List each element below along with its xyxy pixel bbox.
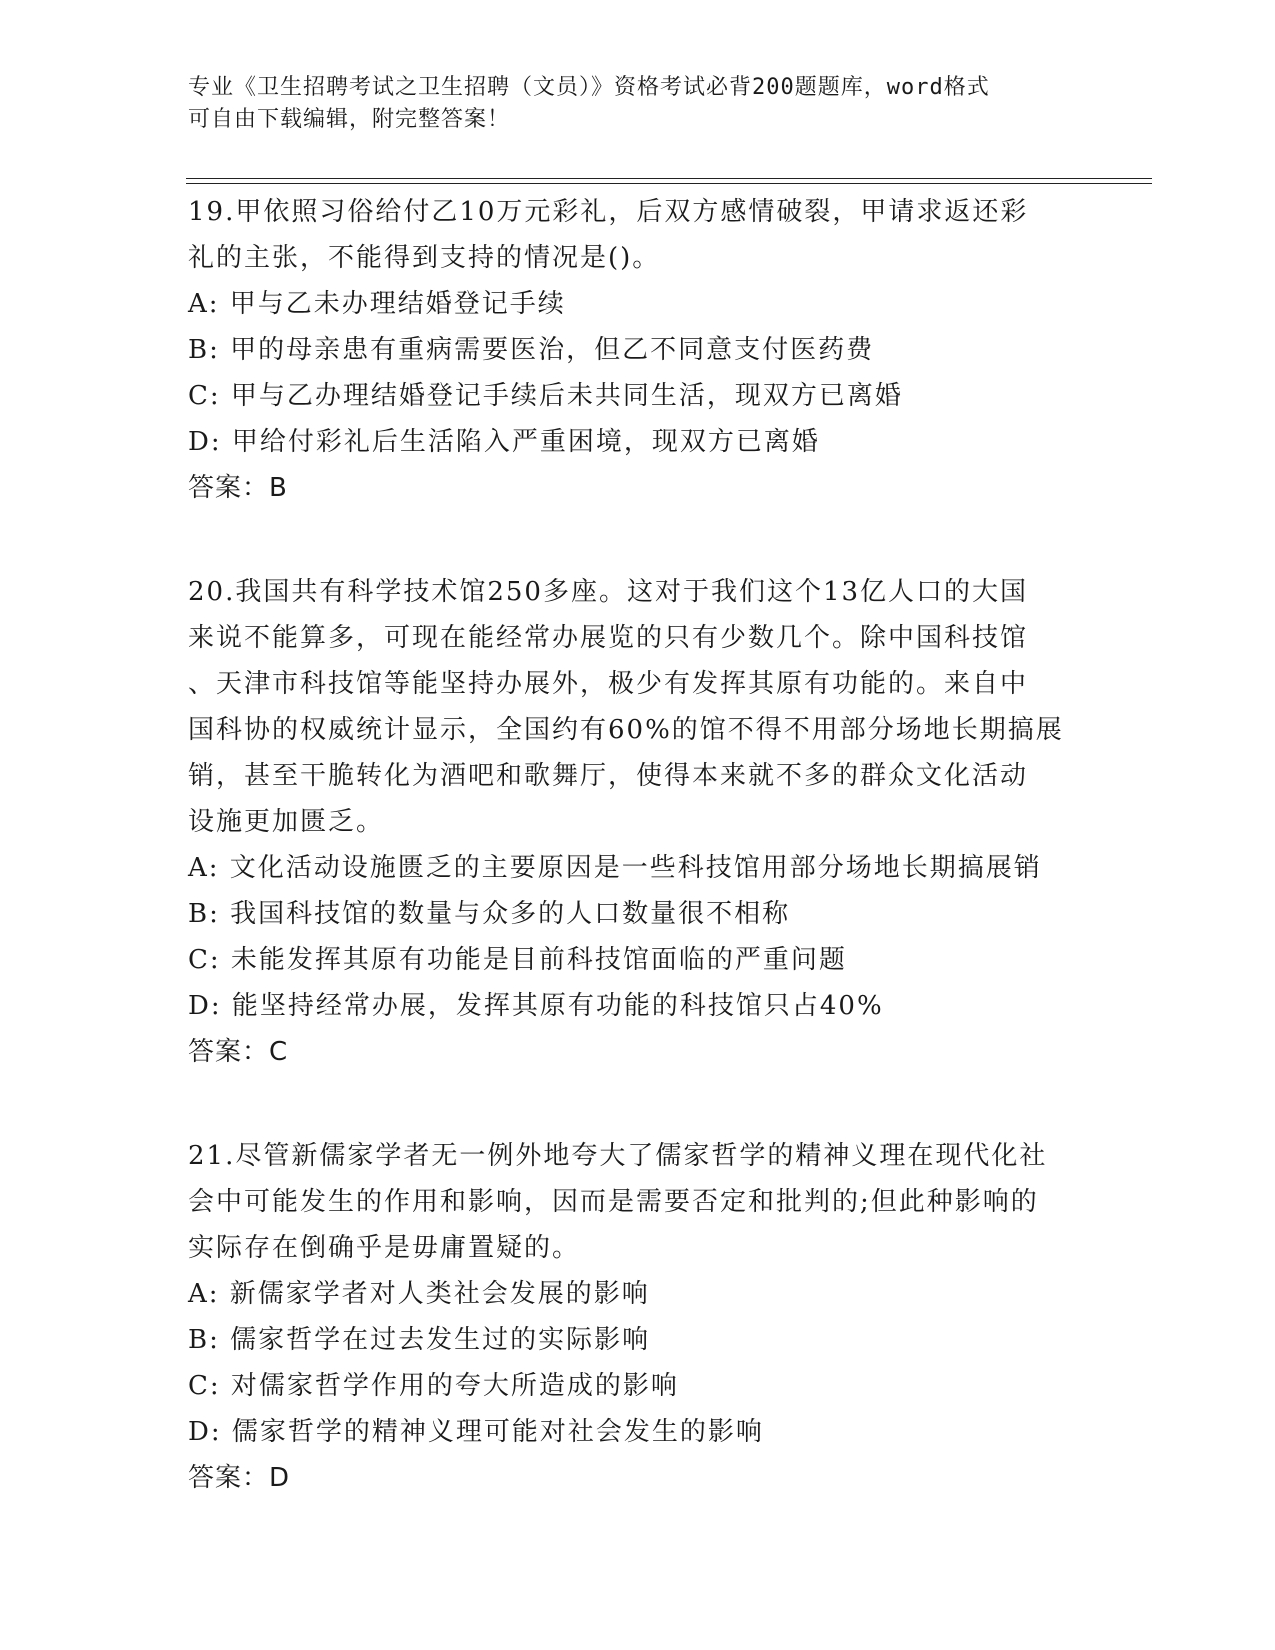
option-c: C: 对儒家哲学作用的夸大所造成的影响 bbox=[188, 1371, 679, 1401]
question-text-line: 销，甚至干脆转化为酒吧和歌舞厅，使得本来就不多的群众文化活动 bbox=[188, 761, 1029, 791]
option-c: C: 未能发挥其原有功能是目前科技馆面临的严重问题 bbox=[188, 945, 847, 975]
question-text-line: 实际存在倒确乎是毋庸置疑的。 bbox=[188, 1233, 581, 1263]
document-header bbox=[188, 72, 1088, 136]
question-20 bbox=[188, 569, 1088, 1075]
question-list bbox=[188, 189, 1088, 1501]
question-text-line: 、天津市科技馆等能坚持办展外，极少有发挥其原有功能的。来自中 bbox=[188, 669, 1029, 699]
option-a: A: 文化活动设施匮乏的主要原因是一些科技馆用部分场地长期搞展销 bbox=[188, 853, 1042, 883]
question-text-line: 设施更加匮乏。 bbox=[188, 807, 385, 837]
question-21 bbox=[188, 1133, 1088, 1501]
option-d: D: 能坚持经常办展，发挥其原有功能的科技馆只占40% bbox=[188, 991, 884, 1021]
question-19 bbox=[188, 189, 1088, 511]
header-divider-top bbox=[186, 178, 1152, 179]
answer: 答案：D bbox=[188, 1463, 291, 1493]
question-text-line: 来说不能算多，可现在能经常办展览的只有少数几个。除中国科技馆 bbox=[188, 623, 1029, 653]
question-text-line: 礼的主张，不能得到支持的情况是()。 bbox=[188, 243, 661, 273]
option-b: B: 我国科技馆的数量与众多的人口数量很不相称 bbox=[188, 899, 791, 929]
option-a: A: 甲与乙未办理结婚登记手续 bbox=[188, 289, 566, 319]
option-a: A: 新儒家学者对人类社会发展的影响 bbox=[188, 1279, 650, 1309]
header-line-2: 可自由下载编辑，附完整答案！ bbox=[188, 107, 511, 132]
question-text-line: 21.尽管新儒家学者无一例外地夸大了儒家哲学的精神义理在现代化社 bbox=[188, 1141, 1048, 1171]
option-c: C: 甲与乙办理结婚登记手续后未共同生活，现双方已离婚 bbox=[188, 381, 903, 411]
question-text-line: 会中可能发生的作用和影响，因而是需要否定和批判的;但此种影响的 bbox=[188, 1187, 1039, 1217]
spacer bbox=[188, 511, 1088, 569]
question-text-line: 20.我国共有科学技术馆250多座。这对于我们这个13亿人口的大国 bbox=[188, 577, 1029, 607]
option-d: D: 甲给付彩礼后生活陷入严重困境，现双方已离婚 bbox=[188, 427, 820, 457]
header-line-1: 专业《卫生招聘考试之卫生招聘（文员）》资格考试必背200题题库，word格式 bbox=[188, 75, 990, 100]
question-text-line: 19.甲依照习俗给付乙10万元彩礼，后双方感情破裂，甲请求返还彩 bbox=[188, 197, 1029, 227]
question-text-line: 国科协的权威统计显示，全国约有60%的馆不得不用部分场地长期搞展 bbox=[188, 715, 1064, 745]
answer: 答案：B bbox=[188, 473, 288, 503]
option-d: D: 儒家哲学的精神义理可能对社会发生的影响 bbox=[188, 1417, 764, 1447]
header-divider-bottom bbox=[186, 183, 1152, 184]
option-b: B: 儒家哲学在过去发生过的实际影响 bbox=[188, 1325, 651, 1355]
spacer bbox=[188, 1075, 1088, 1133]
option-b: B: 甲的母亲患有重病需要医治，但乙不同意支付医药费 bbox=[188, 335, 875, 365]
answer: 答案：C bbox=[188, 1037, 289, 1067]
